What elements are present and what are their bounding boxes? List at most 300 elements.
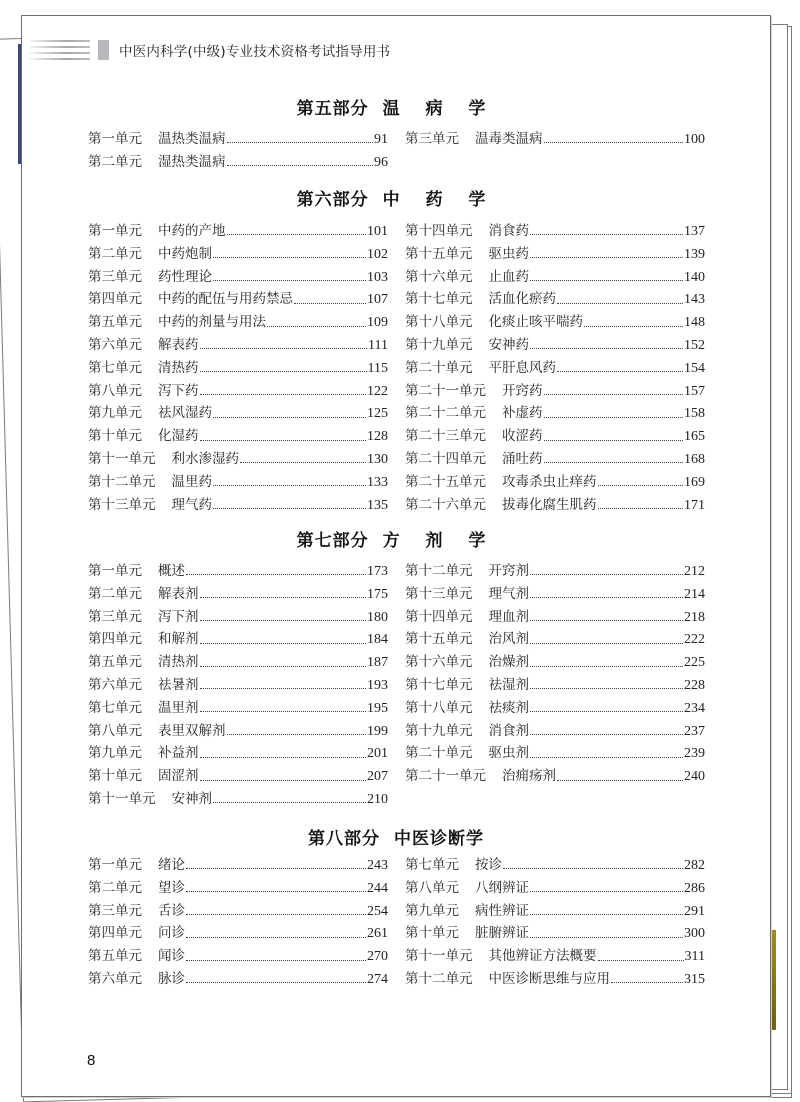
dot-leader <box>200 687 367 689</box>
unit-label: 第三单元 <box>88 608 142 625</box>
page-ref: 218 <box>684 609 705 625</box>
unit-title: 温毒类温病 <box>475 131 543 147</box>
dot-leader <box>503 867 683 869</box>
page-ref: 300 <box>684 926 705 942</box>
dot-leader <box>530 913 683 915</box>
page-ref: 130 <box>367 451 388 467</box>
unit-label: 第九单元 <box>88 745 142 762</box>
unit-title: 理气剂 <box>488 585 529 602</box>
toc-entry[interactable] <box>405 945 705 968</box>
unit-label: 第七单元 <box>88 699 142 716</box>
unit-label: 第十四单元 <box>405 608 473 625</box>
unit-title: 泻下剂 <box>158 608 199 625</box>
section-heading <box>22 526 770 551</box>
unit-label: 第十六单元 <box>405 654 473 671</box>
toc-entry[interactable] <box>88 357 388 380</box>
page-ref: 143 <box>684 292 705 308</box>
unit-label: 第十二单元 <box>88 473 156 490</box>
dot-leader <box>530 642 683 644</box>
page-ref: 225 <box>684 655 705 671</box>
page-ref: 111 <box>368 337 388 353</box>
toc-entry[interactable] <box>405 968 705 991</box>
unit-title: 中医诊断思维与应用 <box>488 970 610 987</box>
unit-title: 开窍剂 <box>488 563 529 579</box>
unit-label: 第三单元 <box>405 131 459 147</box>
section-name: 方 剂 学 <box>382 531 496 551</box>
toc-entry[interactable] <box>88 220 388 243</box>
unit-title: 中药的产地 <box>158 223 226 239</box>
toc-entry[interactable] <box>405 900 705 923</box>
unit-title: 祛痰剂 <box>488 699 529 716</box>
unit-label: 第七单元 <box>405 857 459 873</box>
unit-label: 第五单元 <box>88 948 142 965</box>
dot-leader <box>186 890 366 892</box>
dot-leader <box>213 507 366 509</box>
toc-entry[interactable] <box>88 651 388 674</box>
unit-label: 第三单元 <box>88 268 142 285</box>
dot-leader <box>530 890 683 892</box>
toc-entry[interactable] <box>88 380 388 403</box>
toc-entry[interactable] <box>405 720 705 743</box>
page-ref: 315 <box>684 971 705 987</box>
page-ref: 168 <box>684 451 705 467</box>
toc-entry[interactable] <box>88 788 388 811</box>
unit-title: 祛湿剂 <box>488 676 529 693</box>
unit-title: 中药炮制 <box>158 245 212 262</box>
toc-entry[interactable] <box>88 628 388 651</box>
page-ref: 311 <box>684 949 705 965</box>
toc-entry[interactable] <box>405 877 705 900</box>
dot-leader <box>557 779 683 781</box>
unit-title: 脏腑辨证 <box>475 925 529 942</box>
toc-entry[interactable] <box>88 606 388 629</box>
unit-label: 第二十一单元 <box>405 382 486 399</box>
unit-label: 第二单元 <box>88 153 142 170</box>
toc-entry[interactable] <box>88 765 388 788</box>
dot-leader <box>530 733 683 735</box>
toc-entry[interactable] <box>405 128 705 151</box>
unit-title: 补虚药 <box>502 405 543 422</box>
dot-leader <box>530 256 683 258</box>
unit-title: 活血化瘀药 <box>488 291 556 308</box>
page-ref: 274 <box>367 971 388 987</box>
unit-label: 第二十一单元 <box>405 768 486 785</box>
toc-entry[interactable] <box>88 674 388 697</box>
unit-label: 第十五单元 <box>405 631 473 648</box>
toc-entry[interactable] <box>88 494 388 517</box>
unit-title: 消食剂 <box>488 722 529 739</box>
unit-label: 第一单元 <box>88 563 142 579</box>
unit-label: 第六单元 <box>88 676 142 693</box>
page-ref: 103 <box>367 269 388 285</box>
unit-title: 拔毒化腐生肌药 <box>502 496 597 513</box>
page-ref: 243 <box>367 858 388 873</box>
toc-entry[interactable] <box>405 606 705 629</box>
unit-title: 止血药 <box>488 268 529 285</box>
dot-leader <box>200 619 367 621</box>
unit-label: 第二十六单元 <box>405 496 486 513</box>
unit-title: 望诊 <box>158 879 185 896</box>
unit-title: 祛风湿药 <box>158 405 212 422</box>
page-ref: 212 <box>684 564 705 579</box>
page-ref: 175 <box>367 586 388 602</box>
page-ref: 199 <box>367 723 388 739</box>
unit-label: 第十三单元 <box>405 585 473 602</box>
unit-title: 治风剂 <box>488 631 529 648</box>
dot-leader <box>530 347 683 349</box>
unit-label: 第十九单元 <box>405 722 473 739</box>
unit-label: 第四单元 <box>88 925 142 942</box>
page-ref: 96 <box>374 154 388 170</box>
toc-entry[interactable] <box>405 380 705 403</box>
unit-label: 第三单元 <box>88 902 142 919</box>
page-ref: 207 <box>367 769 388 785</box>
dot-leader <box>544 141 684 143</box>
dot-leader <box>598 507 684 509</box>
page-ref: 239 <box>684 746 705 762</box>
page-ref: 133 <box>367 474 388 490</box>
unit-title: 其他辨证方法概要 <box>488 948 597 965</box>
dot-leader <box>186 936 366 938</box>
toc-entry[interactable] <box>405 651 705 674</box>
page-ref: 173 <box>367 564 388 579</box>
unit-title: 安神剂 <box>171 790 212 807</box>
unit-label: 第一单元 <box>88 857 142 873</box>
page-ref: 109 <box>367 315 388 331</box>
page-ref: 139 <box>684 246 705 262</box>
page-ref: 102 <box>367 246 388 262</box>
dot-leader <box>544 416 684 418</box>
unit-title: 表里双解剂 <box>158 722 226 739</box>
page-ref: 154 <box>684 360 705 376</box>
toc-entry[interactable] <box>405 288 705 311</box>
section-name: 中 药 学 <box>382 190 496 210</box>
unit-label: 第十八单元 <box>405 699 473 716</box>
dot-leader <box>200 596 367 598</box>
unit-title: 收涩药 <box>502 428 543 445</box>
page-ref: 107 <box>367 292 388 308</box>
toc-entry[interactable] <box>88 288 388 311</box>
page-ref: 237 <box>684 723 705 739</box>
toc-entry[interactable] <box>405 560 705 583</box>
page-ref: 291 <box>684 903 705 919</box>
toc-column-left <box>88 854 388 991</box>
unit-label: 第一单元 <box>88 223 142 239</box>
dot-leader <box>530 279 683 281</box>
page-ref: 122 <box>367 383 388 399</box>
dot-leader <box>267 325 366 327</box>
header-stripes-decoration <box>30 40 90 60</box>
dot-leader <box>200 393 367 395</box>
unit-label: 第二十单元 <box>405 745 473 762</box>
unit-title: 问诊 <box>158 925 185 942</box>
toc-entry[interactable] <box>88 945 388 968</box>
toc-entry[interactable] <box>88 311 388 334</box>
unit-label: 第十一单元 <box>88 790 156 807</box>
section-heading <box>22 824 770 849</box>
dot-leader <box>544 393 684 395</box>
toc-entry[interactable] <box>405 922 705 945</box>
dot-leader <box>611 981 683 983</box>
unit-title: 绪论 <box>158 857 185 873</box>
unit-label: 第二十单元 <box>405 359 473 376</box>
dot-leader <box>186 981 366 983</box>
page-ref: 195 <box>367 700 388 716</box>
toc-entry[interactable] <box>405 765 705 788</box>
page-ref: 140 <box>684 269 705 285</box>
toc-entry[interactable] <box>88 471 388 494</box>
dot-leader <box>227 733 367 735</box>
unit-title: 涌吐药 <box>502 450 543 467</box>
page-ref: 158 <box>684 406 705 422</box>
unit-label: 第十单元 <box>88 428 142 445</box>
toc-entry[interactable] <box>88 900 388 923</box>
section-label: 第七部分 <box>296 531 369 551</box>
page-ref: 201 <box>367 746 388 762</box>
unit-label: 第四单元 <box>88 631 142 648</box>
toc-entry[interactable] <box>405 494 705 517</box>
unit-label: 第十八单元 <box>405 314 473 331</box>
unit-label: 第二十四单元 <box>405 450 486 467</box>
unit-title: 中药的剂量与用法 <box>158 314 266 331</box>
unit-title: 驱虫剂 <box>488 745 529 762</box>
unit-title: 舌诊 <box>158 902 185 919</box>
toc-entry[interactable] <box>405 220 705 243</box>
page-ref: 244 <box>367 880 388 896</box>
dot-leader <box>213 801 366 803</box>
page-ref: 115 <box>367 360 388 376</box>
dot-leader <box>200 347 368 349</box>
page-ref: 180 <box>367 609 388 625</box>
unit-label: 第四单元 <box>88 291 142 308</box>
toc-entry[interactable] <box>405 243 705 266</box>
unit-label: 第二十二单元 <box>405 405 486 422</box>
page-ref: 100 <box>684 132 705 147</box>
dot-leader <box>530 233 683 235</box>
page-ref: 214 <box>684 586 705 602</box>
toc-entry[interactable] <box>88 243 388 266</box>
dot-leader <box>186 913 366 915</box>
page-ref: 270 <box>367 949 388 965</box>
unit-title: 理血剂 <box>488 608 529 625</box>
unit-label: 第十四单元 <box>405 223 473 239</box>
page-ref: 171 <box>684 497 705 513</box>
toc-entry[interactable] <box>88 854 388 877</box>
unit-title: 脉诊 <box>158 970 185 987</box>
toc-entry[interactable] <box>405 266 705 289</box>
unit-title: 中药的配伍与用药禁忌 <box>158 291 293 308</box>
dot-leader <box>530 710 683 712</box>
unit-label: 第十单元 <box>405 925 459 942</box>
dot-leader <box>240 461 366 463</box>
dot-leader <box>200 370 367 372</box>
page-number: 8 <box>87 1052 96 1069</box>
page-ref: 91 <box>374 132 388 147</box>
toc-entry[interactable] <box>88 922 388 945</box>
unit-title: 理气药 <box>171 496 212 513</box>
page-ref: 148 <box>684 315 705 331</box>
unit-label: 第九单元 <box>405 902 459 919</box>
dot-leader <box>200 665 367 667</box>
toc-column-left <box>88 220 388 516</box>
unit-title: 清热药 <box>158 359 199 376</box>
dot-leader <box>557 370 683 372</box>
unit-label: 第九单元 <box>88 405 142 422</box>
toc-entry[interactable] <box>88 720 388 743</box>
toc-entry[interactable] <box>405 471 705 494</box>
dot-leader <box>530 573 683 575</box>
unit-label: 第二十三单元 <box>405 428 486 445</box>
toc-entry[interactable] <box>88 402 388 425</box>
section-heading <box>22 94 770 119</box>
toc-entry[interactable] <box>405 448 705 471</box>
toc-entry[interactable] <box>405 425 705 448</box>
dot-leader <box>598 959 684 961</box>
unit-title: 固涩剂 <box>158 768 199 785</box>
toc-entry[interactable] <box>405 674 705 697</box>
dot-leader <box>557 302 683 304</box>
page-ref: 228 <box>684 677 705 693</box>
toc-entry[interactable] <box>405 402 705 425</box>
toc-entry[interactable] <box>88 968 388 991</box>
section-heading <box>22 185 770 210</box>
toc-entry[interactable] <box>88 448 388 471</box>
page-ref: 240 <box>684 769 705 785</box>
unit-label: 第十九单元 <box>405 336 473 353</box>
toc-entry[interactable] <box>405 628 705 651</box>
dot-leader <box>530 936 683 938</box>
unit-label: 第二单元 <box>88 879 142 896</box>
toc-entry[interactable] <box>88 266 388 289</box>
unit-title: 开窍药 <box>502 382 543 399</box>
toc-entry[interactable] <box>405 854 705 877</box>
toc-column-right <box>405 854 705 991</box>
unit-title: 利水渗湿药 <box>171 450 239 467</box>
unit-label: 第十二单元 <box>405 563 473 579</box>
unit-title: 安神药 <box>488 336 529 353</box>
book-title: 中医内科学(中级)专业技术资格考试指导用书 <box>119 44 391 60</box>
unit-title: 驱虫药 <box>488 245 529 262</box>
page-ref: 286 <box>684 880 705 896</box>
toc-entry[interactable] <box>88 583 388 606</box>
unit-title: 补益剂 <box>158 745 199 762</box>
unit-title: 温里剂 <box>158 699 199 716</box>
unit-title: 攻毒杀虫止痒药 <box>502 473 597 490</box>
unit-label: 第六单元 <box>88 336 142 353</box>
unit-label: 第十六单元 <box>405 268 473 285</box>
dot-leader <box>213 416 366 418</box>
dot-leader <box>200 642 367 644</box>
unit-title: 温热类温病 <box>158 131 226 147</box>
toc-entry[interactable] <box>405 334 705 357</box>
unit-title: 平肝息风药 <box>488 359 556 376</box>
unit-title: 概述 <box>158 563 185 579</box>
unit-title: 化痰止咳平喘药 <box>488 314 583 331</box>
dot-leader <box>530 596 683 598</box>
toc-entry[interactable] <box>405 583 705 606</box>
toc-entry[interactable] <box>88 877 388 900</box>
toc-column-right <box>405 220 705 516</box>
toc-entry[interactable] <box>405 311 705 334</box>
unit-label: 第二单元 <box>88 585 142 602</box>
toc-entry[interactable] <box>88 560 388 583</box>
toc-entry[interactable] <box>405 357 705 380</box>
section-name: 中医诊断学 <box>394 829 484 849</box>
unit-title: 祛暑剂 <box>158 676 199 693</box>
toc-page <box>21 15 771 1097</box>
dot-leader <box>200 710 367 712</box>
toc-column-left <box>88 560 388 811</box>
unit-title: 泻下药 <box>158 382 199 399</box>
page-ref: 101 <box>367 224 388 239</box>
dot-leader <box>213 484 366 486</box>
dot-leader <box>294 302 366 304</box>
dot-leader <box>186 573 366 575</box>
toc-entry[interactable] <box>88 128 388 151</box>
toc-entry[interactable] <box>405 742 705 765</box>
dot-leader <box>544 439 684 441</box>
unit-label: 第五单元 <box>88 654 142 671</box>
unit-label: 第十七单元 <box>405 291 473 308</box>
dot-leader <box>227 233 367 235</box>
unit-title: 清热剂 <box>158 654 199 671</box>
section-name: 温 病 学 <box>382 99 496 119</box>
unit-label: 第十七单元 <box>405 676 473 693</box>
header-block-decoration <box>98 40 109 60</box>
toc-entry[interactable] <box>405 697 705 720</box>
unit-title: 药性理论 <box>158 268 212 285</box>
section-label: 第六部分 <box>296 190 369 210</box>
toc-column-right <box>405 128 705 151</box>
unit-label: 第八单元 <box>405 879 459 896</box>
dot-leader <box>186 867 366 869</box>
unit-label: 第十一单元 <box>88 450 156 467</box>
toc-entry[interactable] <box>88 425 388 448</box>
unit-label: 第十五单元 <box>405 245 473 262</box>
page-ref: 210 <box>367 791 388 807</box>
unit-title: 解表剂 <box>158 585 199 602</box>
page-ref: 222 <box>684 632 705 648</box>
section-label: 第八部分 <box>308 829 380 849</box>
unit-title: 温里药 <box>171 473 212 490</box>
page-ref: 165 <box>684 429 705 445</box>
unit-label: 第二十五单元 <box>405 473 486 490</box>
dot-leader <box>544 461 684 463</box>
dot-leader <box>227 141 374 143</box>
dot-leader <box>200 756 367 758</box>
page-ref: 157 <box>684 383 705 399</box>
dot-leader <box>530 756 683 758</box>
unit-label: 第五单元 <box>88 314 142 331</box>
unit-title: 八纲辨证 <box>475 879 529 896</box>
running-header <box>30 38 390 62</box>
toc-entry[interactable] <box>88 334 388 357</box>
page-ref: 169 <box>684 474 705 490</box>
page-ref: 137 <box>684 224 705 239</box>
toc-column-right <box>405 560 705 788</box>
toc-entry[interactable] <box>88 742 388 765</box>
page-ref: 193 <box>367 677 388 693</box>
toc-entry[interactable] <box>88 697 388 720</box>
page-ref: 135 <box>367 497 388 513</box>
unit-title: 和解剂 <box>158 631 199 648</box>
section-label: 第五部分 <box>296 99 369 119</box>
page-ref: 184 <box>367 632 388 648</box>
unit-title: 治痈疡剂 <box>502 768 556 785</box>
toc-column-left <box>88 128 388 174</box>
toc-entry[interactable] <box>88 151 388 174</box>
unit-label: 第七单元 <box>88 359 142 376</box>
